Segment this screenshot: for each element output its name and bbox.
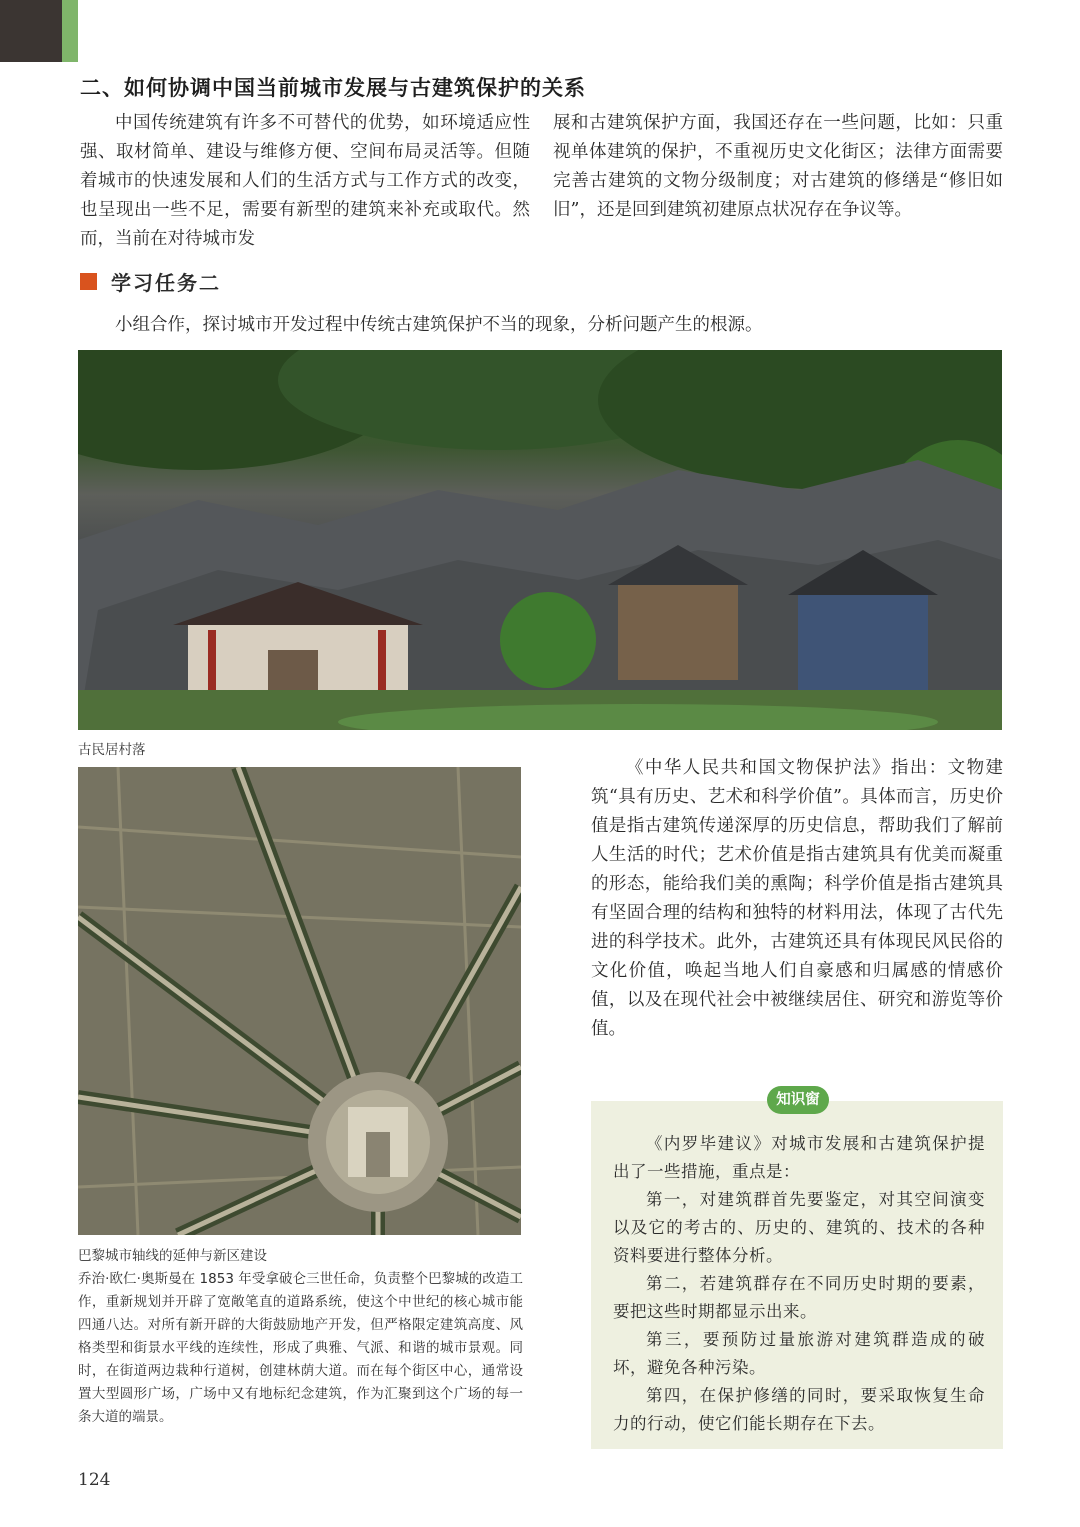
- task-heading: [80, 268, 221, 294]
- village-photo: [78, 350, 1002, 730]
- knowledge-window-label: 知识窗: [767, 1086, 829, 1114]
- knowledge-paragraph: 《内罗毕建议》对城市发展和古建筑保护提出了一些措施，重点是：: [613, 1134, 985, 1181]
- knowledge-paragraph: 第四，在保护修缮的同时，要采取恢复生命力的行动，使它们能长期存在下去。: [613, 1386, 985, 1433]
- intro-text-left: 中国传统建筑有许多不可替代的优势，如环境适应性强、取材简单、建设与维修方便、空间布局灵活等。但随着城市的快速发展和人们的生活方式与工作方式的改变，也呈现出一些不足，需要有新型的建筑来补充或取代。然而，当前在对待城市发: [80, 113, 530, 249]
- page-number: 124: [78, 1470, 111, 1490]
- paris-note: 乔治·欧仁·奥斯曼在 1853 年受拿破仑三世任命，负责整个巴黎城的改造工作，重新规划并开辟了宽敞笔直的道路系统，使这个中世纪的核心城市能四通八达。对所有新开辟的大街鼓励地产开发，但严格限定建筑高度、风格类型和街景水平线的连续性，形成了典雅、气派、和谐的城市景观。同时，在街道两边栽种行道树，创建林荫大道。而在每个街区中心，通常设置大型圆形广场，广场中又有地标纪念建筑，作为汇聚到这个广场的每一条大道的端景。: [78, 1271, 523, 1425]
- section-title: 二、如何协调中国当前城市发展与古建筑保护的关系: [80, 76, 586, 100]
- knowledge-paragraph: 第三，要预防过量旅游对建筑群造成的破坏，避免各种污染。: [613, 1330, 985, 1377]
- heritage-law-text: 《中华人民共和国文物保护法》指出：文物建筑“具有历史、艺术和科学价值”。具体而言，历史价值是指古建筑传递深厚的历史信息，帮助我们了解前人生活的时代；艺术价值是指古建筑具有优美而凝重的形态，能给我们美的熏陶；科学价值是指古建筑具有坚固合理的结构和独特的材料用法，体现了古代先进的科学技术。此外，古建筑还具有体现民风民俗的文化价值，唤起当地人们自豪感和归属感的情感价值，以及在现代社会中被继续居住、研究和游览等价值。: [591, 758, 1003, 1039]
- corner-block-green: [62, 0, 78, 62]
- intro-text-right: 展和古建筑保护方面，我国还存在一些问题，比如：只重视单体建筑的保护，不重视历史文化街区；法律方面需要完善古建筑的文物分级制度；对古建筑的修缮是“修旧如旧”，还是回到建筑初建原点状况存在争议等。: [553, 113, 1003, 220]
- paris-caption: 巴黎城市轴线的延伸与新区建设: [78, 1248, 267, 1264]
- square-bullet-icon: [80, 273, 97, 290]
- corner-block-dark: [0, 0, 62, 62]
- knowledge-paragraph: 第一，对建筑群首先要鉴定，对其空间演变以及它的考古的、历史的、建筑的、技术的各种资料要进行整体分析。: [613, 1190, 985, 1265]
- task-title: 学习任务二: [111, 270, 221, 295]
- paris-aerial-photo: [78, 767, 521, 1235]
- knowledge-paragraph: 第二，若建筑群存在不同历史时期的要素，要把这些时期都显示出来。: [613, 1274, 985, 1321]
- village-caption: 古民居村落: [78, 742, 146, 758]
- task-description: 小组合作，探讨城市开发过程中传统古建筑保护不当的现象，分析问题产生的根源。: [115, 315, 763, 335]
